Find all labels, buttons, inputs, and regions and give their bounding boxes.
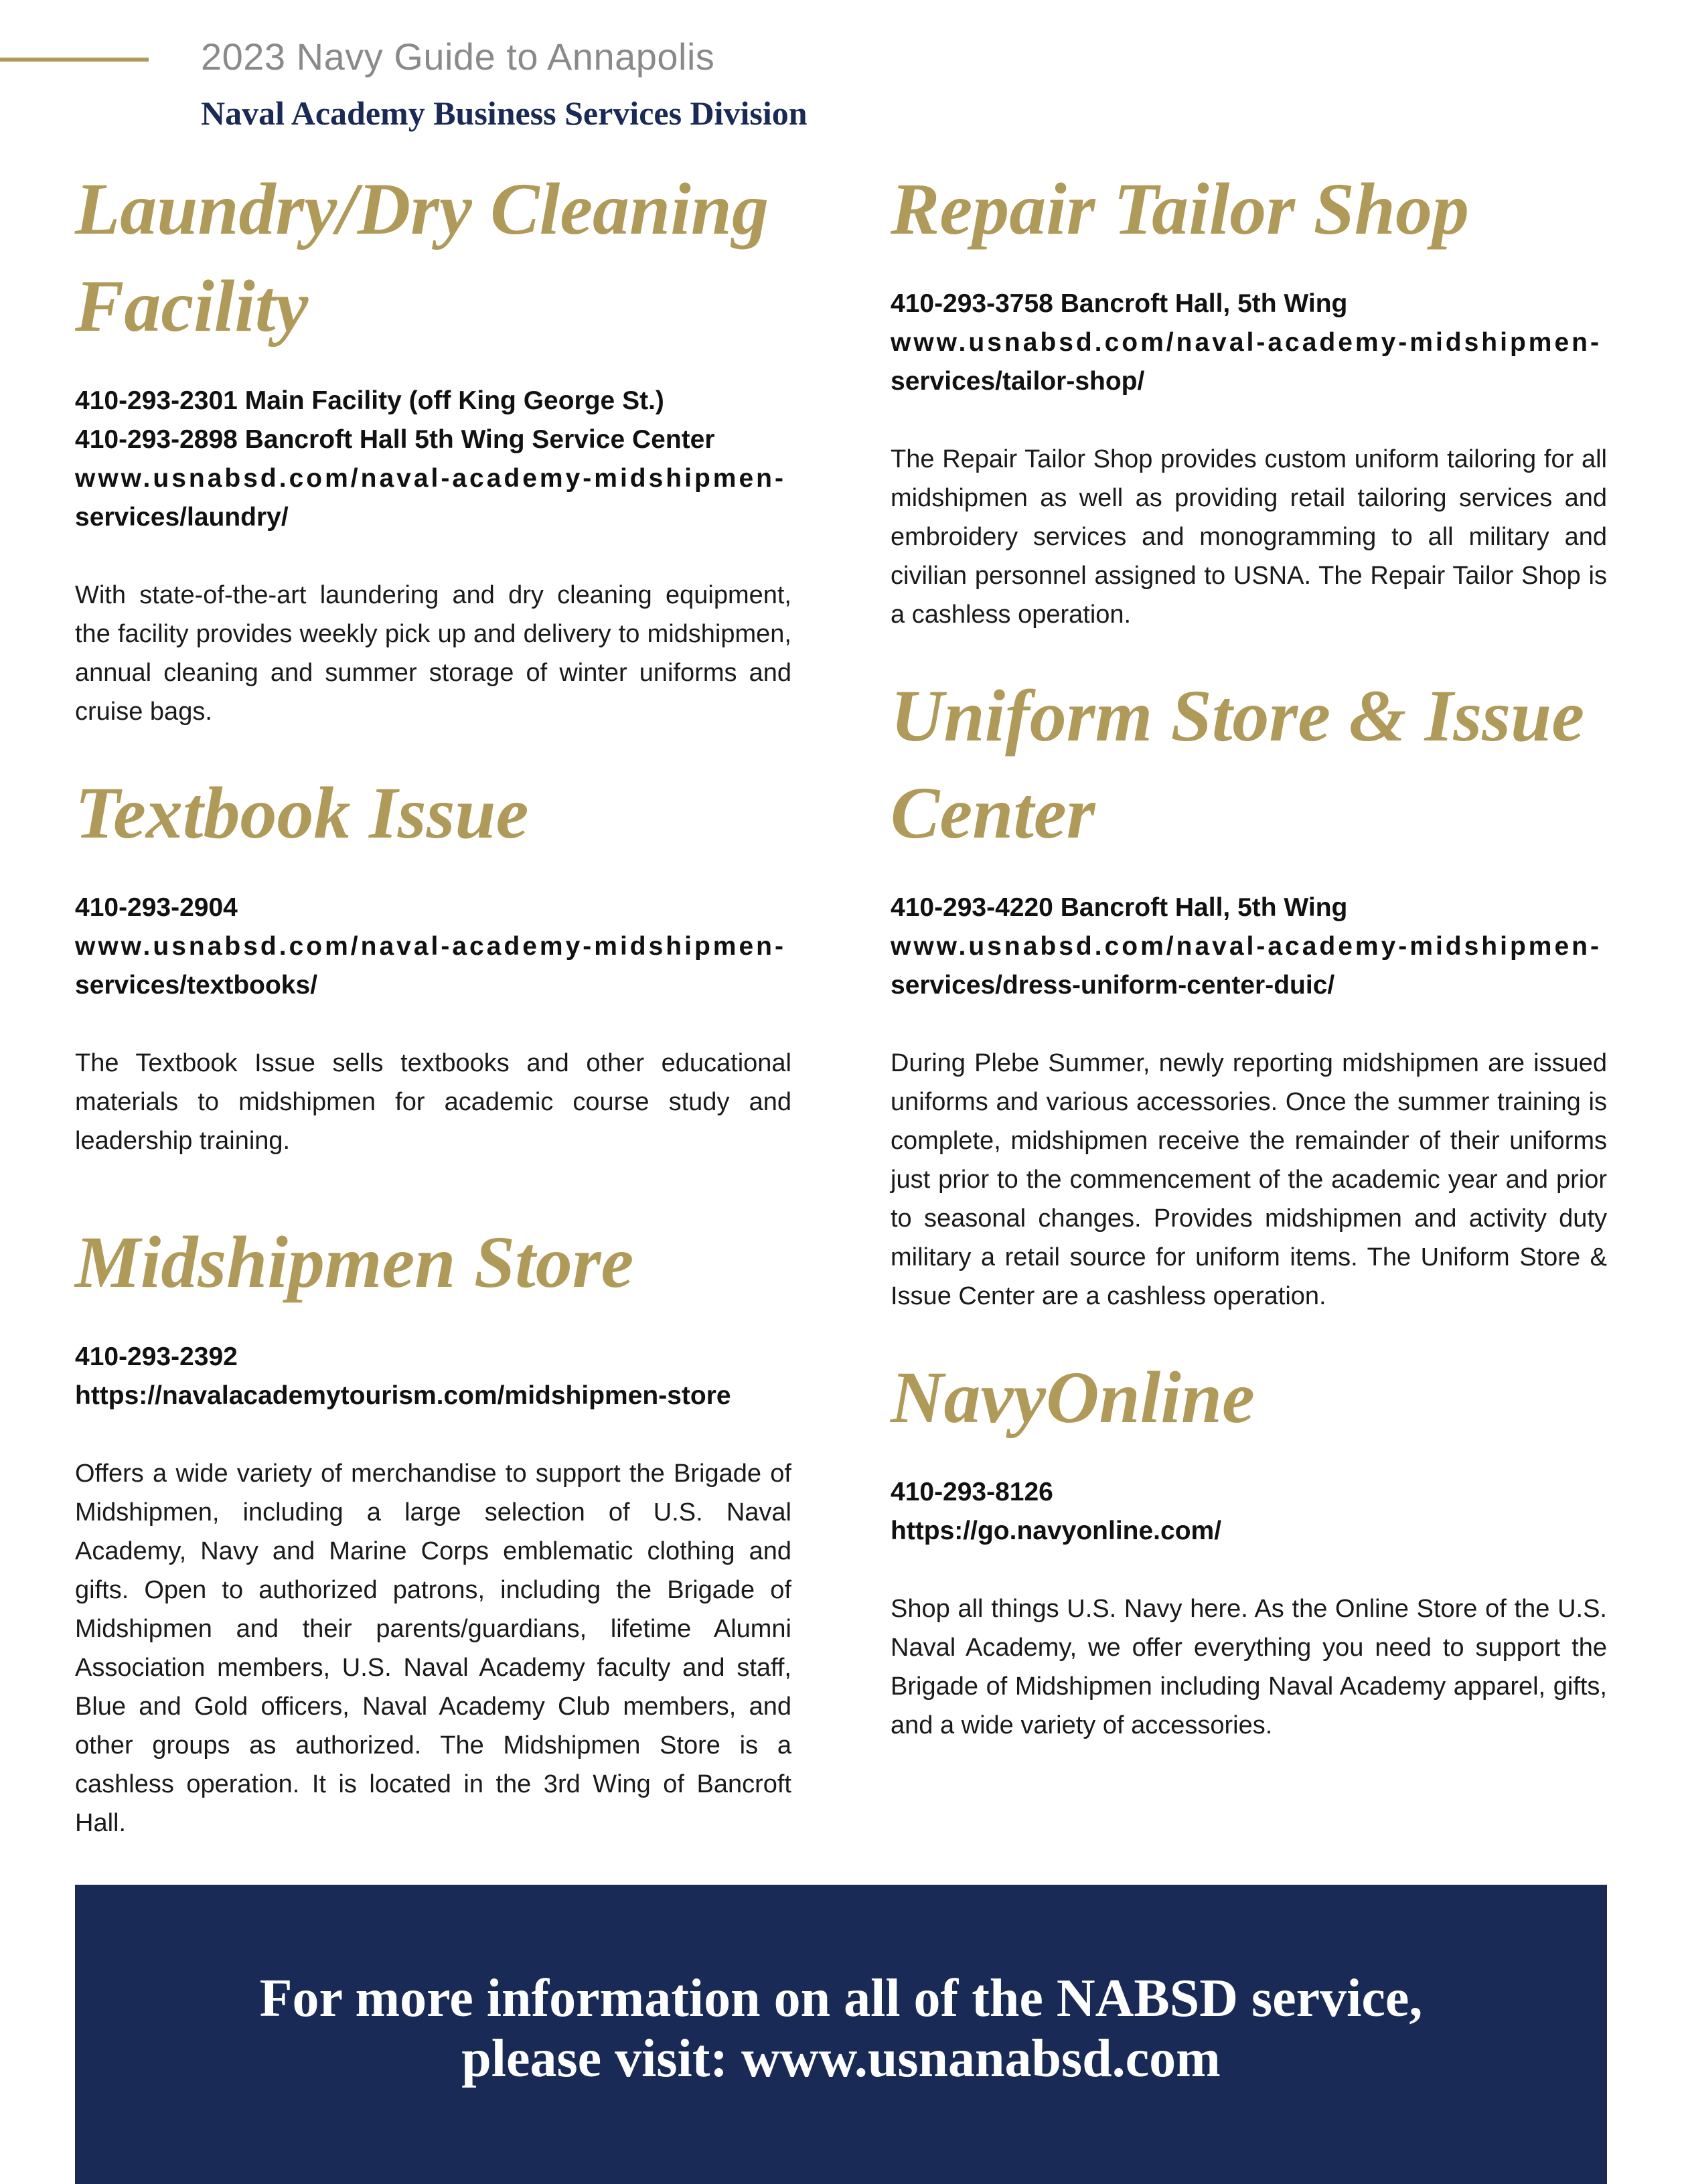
description-navyonline: Shop all things U.S. Navy here. As the Online Store of the U.S. Naval Academy, we offer everything you need to support the Brigade of Midshipmen including Naval Academy apparel, gifts, and a wide variety of accessories. [891, 1595, 1607, 1739]
description-tailor-shop: The Repair Tailor Shop provides custom uniform tailoring for all midshipmen as well as providing retail tailoring services and embroidery services and monogramming to all military and civilian personnel assigned to USNA. The Repair Tailor Shop is a cashless operation. [891, 445, 1607, 629]
section-tailor-shop [891, 161, 1607, 634]
section-title-midshipmen-store: Midshipmen Store [75, 1221, 634, 1303]
section-title-textbook: Textbook Issue [75, 772, 529, 854]
uniform-url-link[interactable]: www.usnabsd.com/naval-academy-midshipmen- [891, 932, 1602, 961]
tailor-url-link-cont[interactable]: services/tailor-shop/ [891, 367, 1145, 396]
navyonline-url-link[interactable]: https://go.navyonline.com/ [891, 1516, 1222, 1545]
description-laundry: With state-of-the-art laundering and dry cleaning equipment, the facility provides weekly pick up and delivery to midshipmen, annual cleaning and summer storage of winter uniforms and cruise bags. [75, 581, 791, 726]
contact-phone-uniform: 410-293-4220 Bancroft Hall, 5th Wing [891, 893, 1348, 922]
midshipmen-store-url-link[interactable]: https://navalacademytourism.com/midshipmen-store [75, 1381, 731, 1410]
description-textbook: The Textbook Issue sells textbooks and other educational materials to midshipmen for academic course study and leadership training. [75, 1049, 791, 1155]
textbook-url-link-cont[interactable]: services/textbooks/ [75, 971, 318, 1000]
footer-line-2[interactable]: please visit: www.usnanabsd.com [461, 2029, 1221, 2088]
textbook-url-link[interactable]: www.usnabsd.com/naval-academy-midshipmen- [75, 932, 786, 961]
left-column [75, 161, 791, 1843]
header-accent-rule [0, 58, 149, 62]
right-column [891, 161, 1607, 1745]
section-midshipmen-store [75, 1214, 791, 1843]
laundry-url-link[interactable]: www.usnabsd.com/naval-academy-midshipmen- [75, 464, 786, 493]
tailor-url-link[interactable]: www.usnabsd.com/naval-academy-midshipmen- [891, 328, 1602, 357]
contact-phone-main: 410-293-2301 Main Facility (off King George St.) [75, 386, 664, 415]
section-title-laundry: Laundry/Dry Cleaning Facility [75, 168, 769, 347]
contact-phone-navyonline: 410-293-8126 [891, 1478, 1053, 1506]
contact-phone-tailor: 410-293-3758 Bancroft Hall, 5th Wing [891, 289, 1348, 318]
guide-title: 2023 Navy Guide to Annapolis [201, 35, 715, 78]
description-midshipmen-store: Offers a wide variety of merchandise to support the Brigade of Midshipmen, including a large selection of U.S. Naval Academy, Navy and Marine Corps emblematic clothing and gifts. Open to authorized patrons, including the Brigade of Midshipmen and their parents/guardians, lifetime Alumni Association members, U.S. Naval Academy faculty and staff, Blue and Gold officers, Naval Academy Club members, and other groups as authorized. The Midshipmen Store is a cashless operation. It is located in the 3rd Wing of Bancroft Hall. [75, 1460, 791, 1837]
section-laundry [75, 161, 791, 731]
section-uniform-store [891, 668, 1607, 1316]
section-navyonline [891, 1349, 1607, 1745]
contact-phone-textbook: 410-293-2904 [75, 893, 238, 922]
contact-phone-bancroft: 410-293-2898 Bancroft Hall 5th Wing Service Center [75, 425, 715, 454]
section-textbook [75, 765, 791, 1160]
section-title-uniform-store: Uniform Store & Issue Center [891, 675, 1585, 854]
section-title-navyonline: NavyOnline [891, 1356, 1255, 1438]
contact-phone-midshipmen-store: 410-293-2392 [75, 1342, 238, 1371]
division-subtitle: Naval Academy Business Services Division [201, 94, 808, 132]
uniform-url-link-cont[interactable]: services/dress-uniform-center-duic/ [891, 971, 1335, 1000]
laundry-url-link-cont[interactable]: services/laundry/ [75, 503, 289, 532]
section-title-tailor-shop: Repair Tailor Shop [891, 168, 1469, 250]
footer-banner [75, 1885, 1607, 2184]
footer-line-1: For more information on all of the NABSD service, [259, 1969, 1423, 2028]
description-uniform-store: During Plebe Summer, newly reporting midshipmen are issued uniforms and various accessories. Once the summer training is complete, midshipmen receive the remainder of their uniforms just prior to the commencement of the academic year and prior to seasonal changes. Provides midshipmen and activity duty military a retail source for uniform items. The Uniform Store & Issue Center are a cashless operation. [891, 1049, 1607, 1310]
footer-message [75, 1968, 1607, 2089]
